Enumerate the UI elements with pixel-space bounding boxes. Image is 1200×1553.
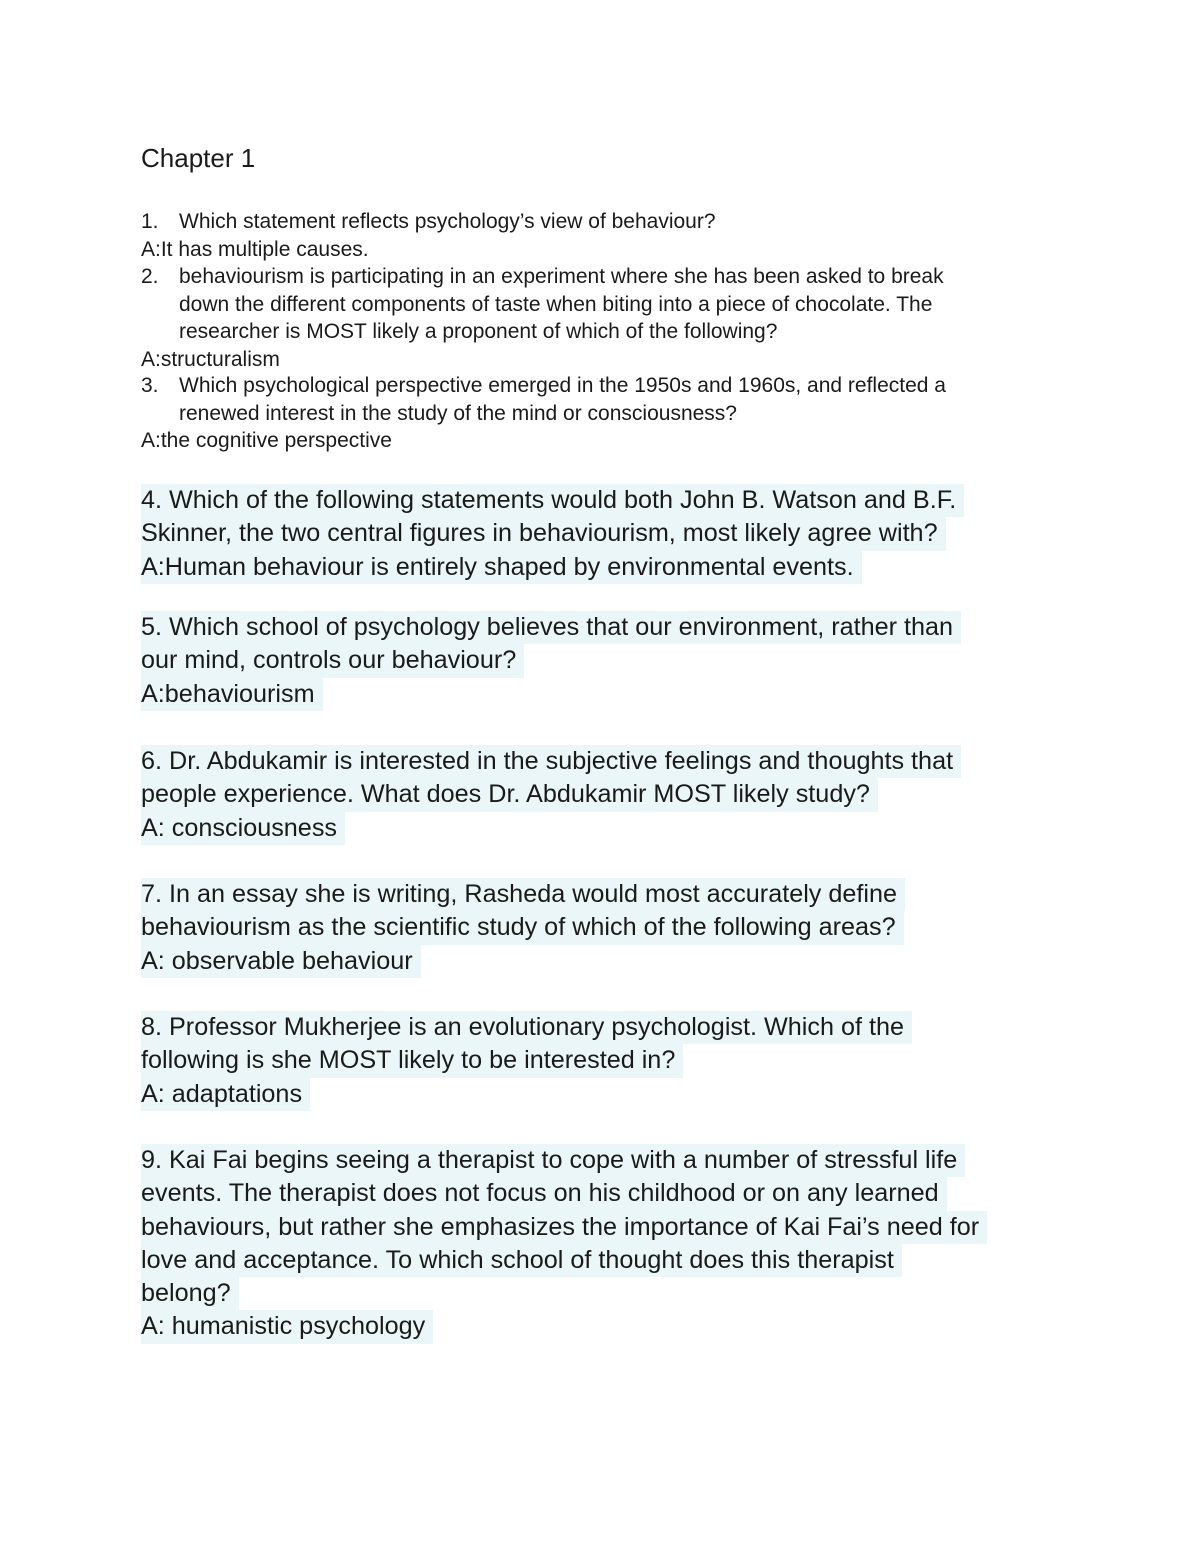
question-line: our mind, controls our behaviour? [141,644,524,677]
question-6 [141,745,961,845]
question-line: belong? [141,1277,239,1310]
question-line: people experience. What does Dr. Abdukamir MOST likely study? [141,778,878,811]
question-line: love and acceptance. To which school of thought does this therapist [141,1244,902,1277]
question-line: behaviourism is participating in an experiment where she has been asked to break [179,265,944,288]
question-number: 2. [141,265,159,288]
question-line: Which psychological perspective emerged in the 1950s and 1960s, and reflected a [179,374,946,397]
question-line: 5. Which school of psychology believes that our environment, rather than [141,611,961,644]
question-7 [141,878,905,978]
question-3 [141,372,1061,455]
answer-text: A: humanistic psychology [141,1310,433,1343]
answer-text: A: observable behaviour [141,945,421,978]
question-line: following is she MOST likely to be interested in? [141,1044,683,1077]
chapter-title: Chapter 1 [141,143,256,173]
question-9 [141,1144,987,1344]
question-line: 8. Professor Mukherjee is an evolutionary psychologist. Which of the [141,1011,912,1044]
question-text [141,208,1061,236]
question-5 [141,611,961,711]
question-8 [141,1011,912,1111]
question-line: Which statement reflects psychology’s view of behaviour? [179,210,716,233]
answer-text: A: consciousness [141,812,345,845]
question-line: Skinner, the two central figures in behaviourism, most likely agree with? [141,517,946,550]
question-number: 1. [141,210,159,233]
answer-text: A: adaptations [141,1078,310,1111]
question-number: 3. [141,374,159,397]
question-line: behaviours, but rather she emphasizes the importance of Kai Fai’s need for [141,1211,987,1244]
question-line: 9. Kai Fai begins seeing a therapist to cope with a number of stressful life [141,1144,965,1177]
question-text [141,263,1061,346]
question-1 [141,208,1061,263]
answer-text: A:Human behaviour is entirely shaped by environmental events. [141,551,862,584]
answer-text: A:It has multiple causes. [141,237,369,261]
question-line: renewed interest in the study of the mind or consciousness? [179,401,737,425]
question-line: 4. Which of the following statements would both John B. Watson and B.F. [141,484,964,517]
question-line: behaviourism as the scientific study of which of the following areas? [141,911,904,944]
answer-text: A:structuralism [141,347,280,371]
question-line: down the different components of taste when biting into a piece of chocolate. The [179,292,933,316]
question-line: events. The therapist does not focus on his childhood or on any learned [141,1177,947,1210]
question-line: researcher is MOST likely a proponent of which of the following? [179,320,778,343]
question-line: 7. In an essay she is writing, Rasheda would most accurately define [141,878,905,911]
answer-text: A:behaviourism [141,678,323,711]
question-text [141,372,1061,427]
answer-text: A:the cognitive perspective [141,429,392,452]
question-4 [141,484,964,584]
question-line: 6. Dr. Abdukamir is interested in the subjective feelings and thoughts that [141,745,961,778]
question-2 [141,263,1061,373]
